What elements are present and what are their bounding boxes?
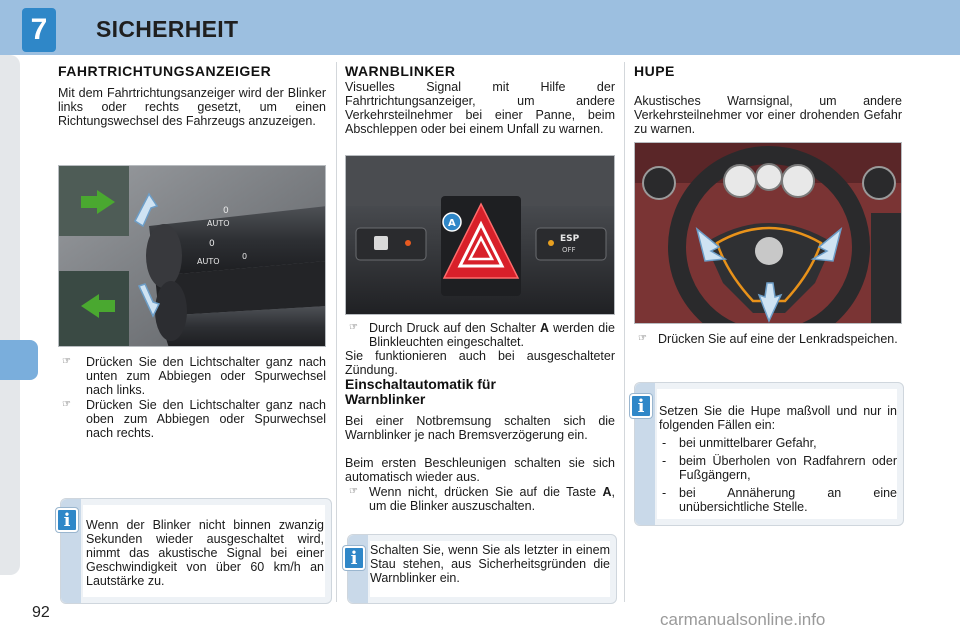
pointing-hand-icon: ☞	[62, 356, 71, 367]
stalk-photo	[58, 165, 326, 347]
col1-bullet-2-text: Drücken Sie den Lichtschalter ganz nach oben zum Abbiegen oder Spurwechsel nach rechts.	[86, 398, 326, 440]
chapter-side-tab[interactable]	[0, 340, 38, 380]
col1-bullet-1-text: Drücken Sie den Lichtschalter ganz nach unten zum Abbiegen oder Spurwechsel nach links.	[86, 355, 326, 397]
heading-hupe: HUPE	[634, 63, 675, 79]
esp-off-label: OFF	[562, 246, 576, 254]
stalk-label-auto-upper: AUTO	[207, 219, 230, 228]
heading-fahrtrichtungsanzeiger: FAHRTRICHTUNGSANZEIGER	[58, 63, 272, 79]
steering-wheel-photo	[634, 142, 902, 324]
chapter-badge: 7	[22, 8, 56, 52]
column-divider-1	[336, 62, 337, 602]
col2-para-1: Bei einer Notbremsung schalten sich die Warnblinker je nach Bremsverzögerung ein.	[345, 414, 615, 442]
hazard-illustration	[346, 156, 615, 315]
stalk-illustration	[59, 166, 326, 347]
esp-label: ESP	[560, 234, 580, 244]
pointing-hand-icon: ☞	[349, 322, 358, 333]
col3-bullet: ☞ Drücken Sie auf eine der Lenkradspeichen.	[638, 332, 898, 346]
hazard-photo	[345, 155, 615, 315]
info-item-1: - bei unmittelbarer Gefahr,	[659, 436, 897, 450]
side-strip	[0, 55, 20, 575]
info-text-warnblinker: Schalten Sie, wenn Sie als letzter in einem Stau stehen, aus Sicherheitsgründen die Warnblinker ein.	[370, 543, 610, 585]
info-icon: i	[630, 394, 652, 418]
lock-icon	[374, 236, 388, 250]
heading-einschaltautomatik: Einschaltautomatik für Warnblinker	[345, 376, 496, 407]
stalk-label-auto-lower: AUTO	[197, 257, 220, 266]
steering-wheel-illustration	[635, 143, 902, 324]
page-title: SICHERHEIT	[96, 16, 239, 42]
stalk-label-zero-lower: 0	[209, 239, 215, 249]
page-number: 92	[32, 604, 50, 621]
col2-bullet-1: ☞ Durch Druck auf den Schalter A werden die Blinkleuchten eingeschaltet.	[349, 321, 615, 349]
heading-warnblinker: WARNBLINKER	[345, 63, 456, 79]
info-icon: i	[343, 546, 365, 570]
peugeot-logo-icon	[755, 237, 783, 265]
pointing-hand-icon: ☞	[349, 486, 358, 497]
watermark: carmanualsonline.info	[660, 610, 826, 629]
col1-intro: Mit dem Fahrtrichtungsanzeiger wird der Blinker links oder rechts gesetzt, um einen Richtungswechsel des Fahrzeugs anzuzeigen.	[58, 86, 326, 128]
col2-bullet-2: ☞ Wenn nicht, drücken Sie auf die Taste A, um die Blinker auszuschalten.	[349, 485, 615, 513]
col1-bullet-1	[58, 355, 326, 397]
info-text-blinker: Wenn der Blinker nicht binnen zwanzig Sekunden wieder ausgeschaltet wird, nimmt das akustische Signal bei einer Geschwindigkeit von über 60 km/h an Lautstärke zu.	[86, 518, 324, 588]
stalk-label-zero-upper: 0	[223, 206, 229, 216]
pointing-hand-icon: ☞	[62, 399, 71, 410]
stalk-label-zero-mid: 0	[242, 252, 248, 261]
pointing-hand-icon: ☞	[638, 333, 647, 344]
col3-intro: Akustisches Warnsignal, um andere Verkehrsteilnehmer vor einer drohenden Gefahr zu warnen.	[634, 94, 902, 136]
info-text-hupe	[659, 404, 897, 514]
column-divider-2	[624, 62, 625, 602]
col1-bullet-2	[58, 398, 326, 440]
col2-para-2: Beim ersten Beschleunigen schalten sie sich automatisch wieder aus.	[345, 456, 615, 484]
svg-text:A: A	[448, 218, 456, 229]
info-item-3: - bei Annäherung an eine unübersichtliche Stelle.	[659, 486, 897, 514]
info-item-2: - beim Überholen von Radfahrern oder Fußgängern,	[659, 454, 897, 482]
info-icon: i	[56, 508, 78, 532]
info-intro: Setzen Sie die Hupe maßvoll und nur in folgenden Fällen ein:	[659, 404, 897, 432]
col2-intro: Visuelles Signal mit Hilfe der Fahrtrichtungsanzeiger, um andere Verkehrsteilnehmer bei einer Panne, beim Abschleppen oder bei einem Unfall zu warnen.	[345, 80, 615, 136]
col2-note: Sie funktionieren auch bei ausgeschalteter Zündung.	[345, 349, 615, 377]
